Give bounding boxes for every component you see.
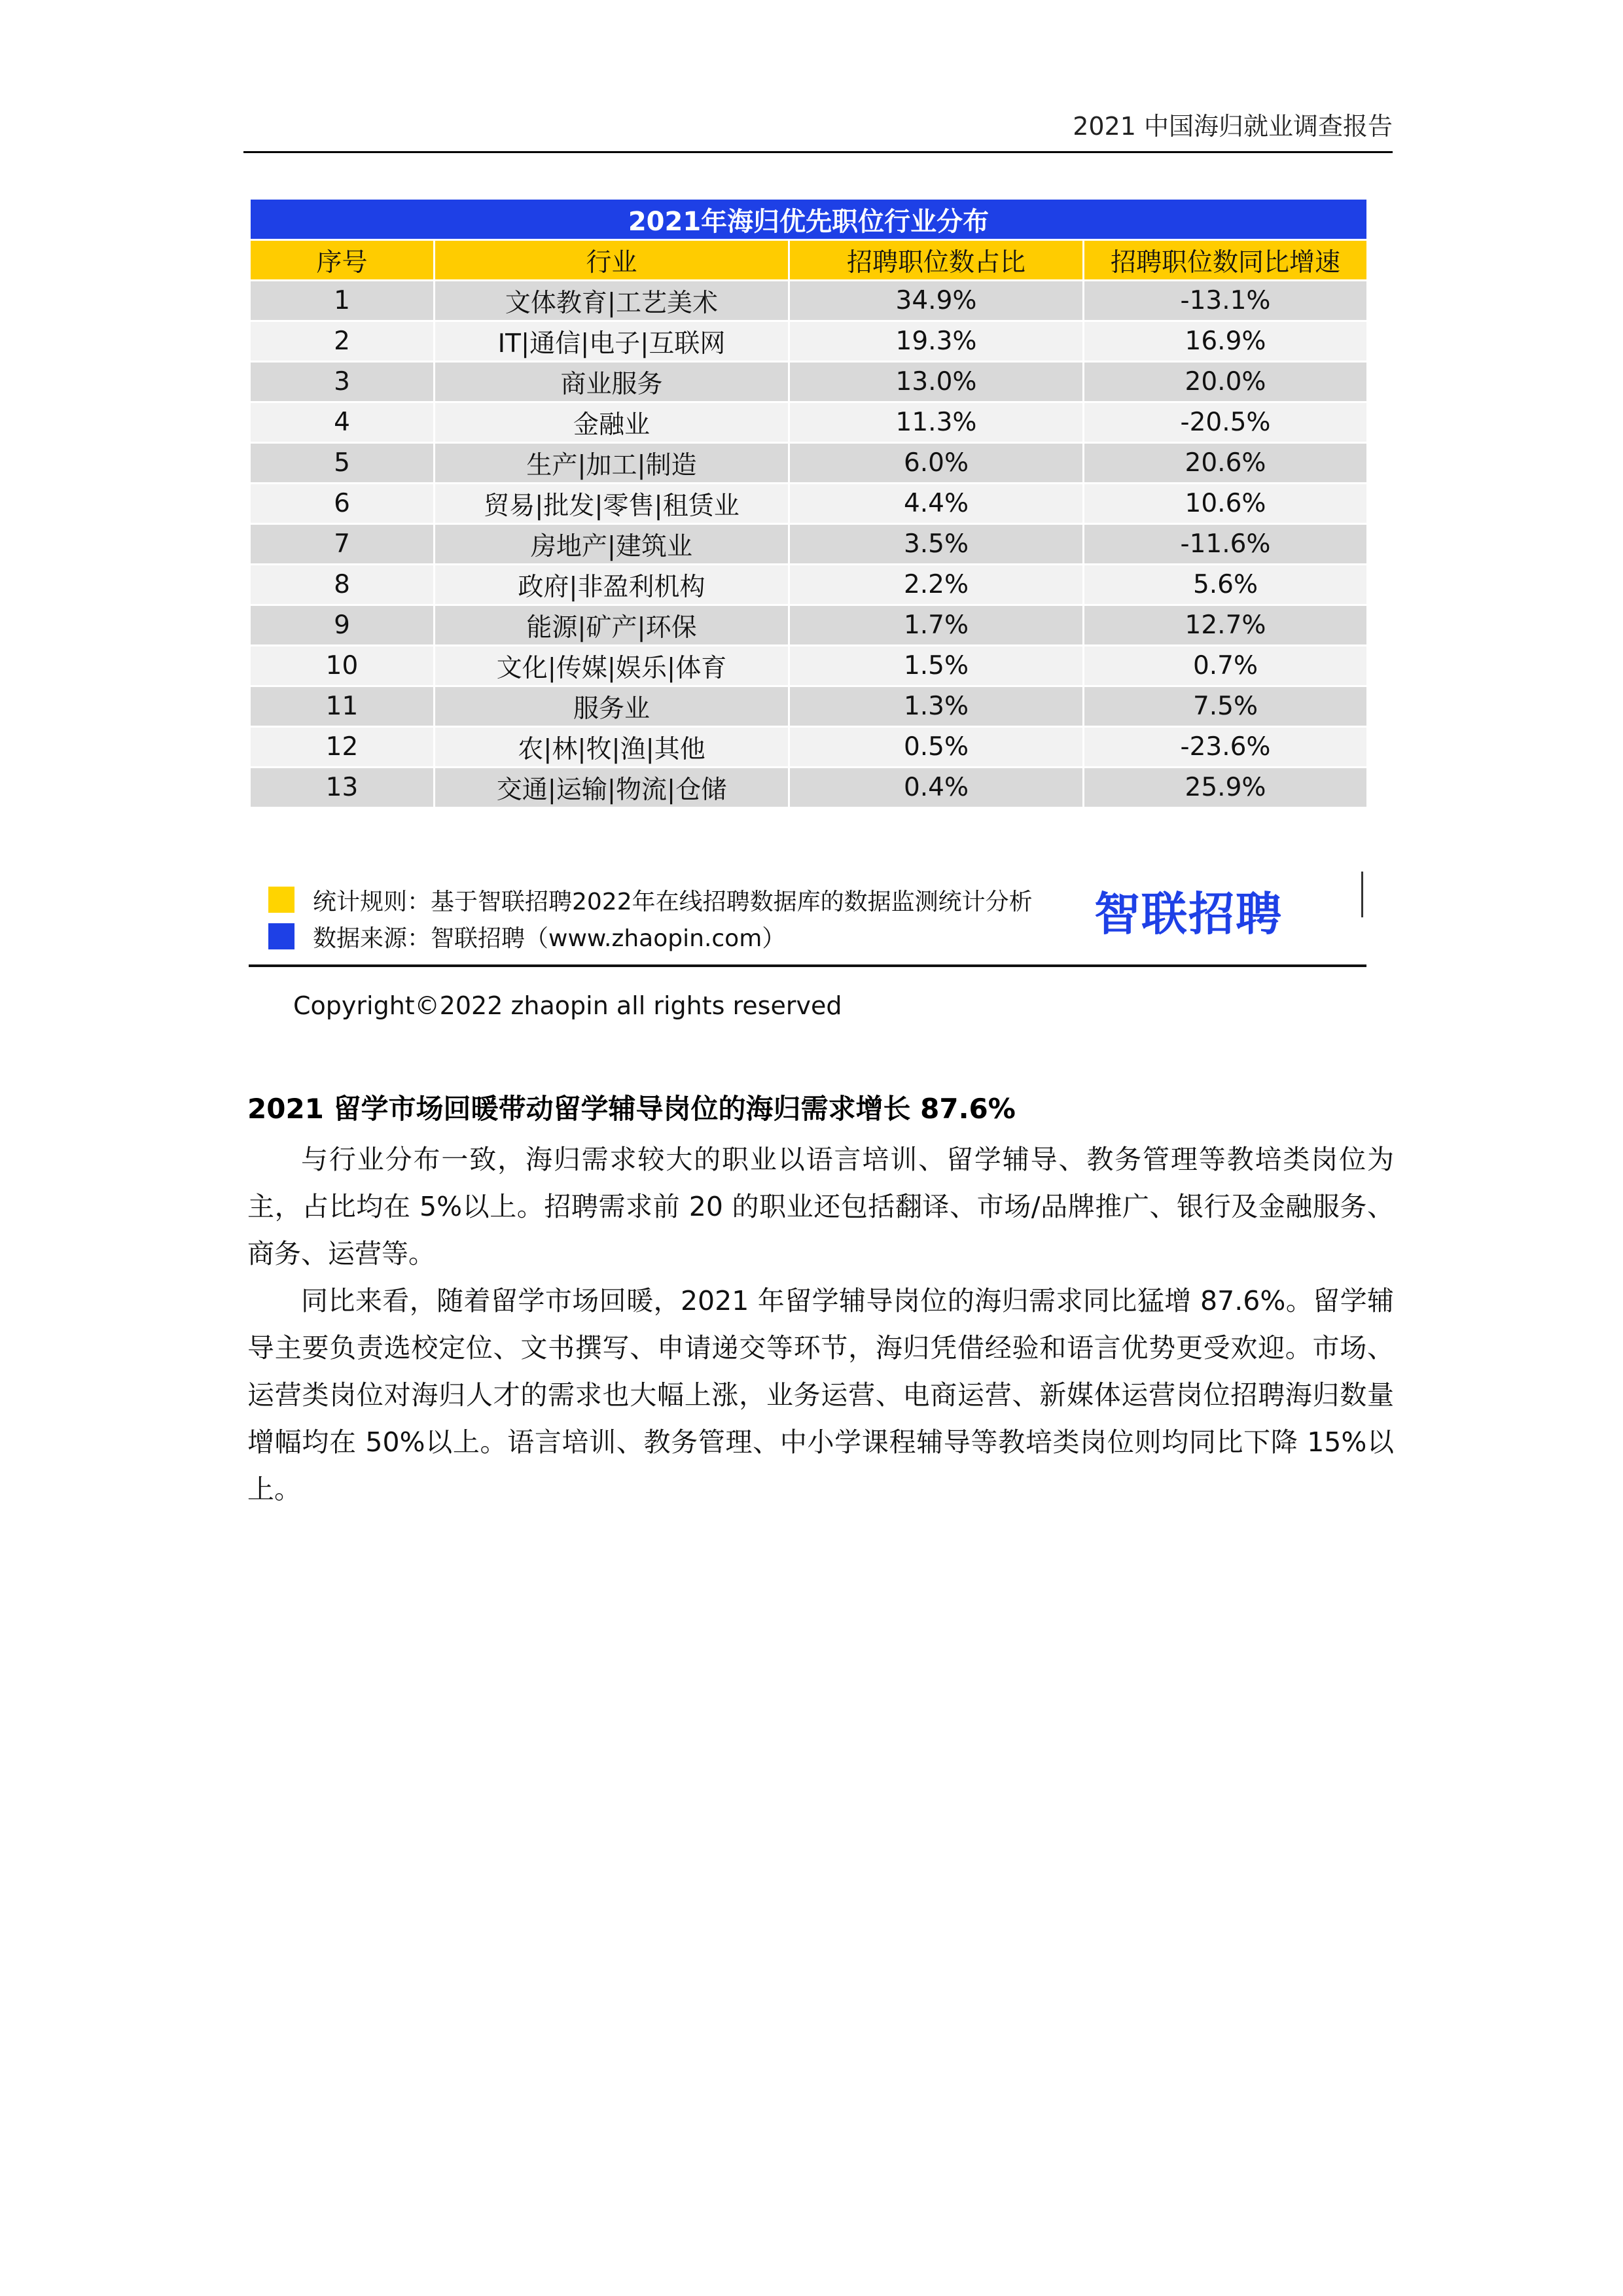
column-header-growth: 招聘职位数同比增速 xyxy=(1084,240,1368,281)
cell-industry: 商业服务 xyxy=(435,362,789,402)
footnote-source: 数据来源：智联招聘（www.zhaopin.com） xyxy=(313,925,786,952)
cell-share: 19.3% xyxy=(789,321,1084,362)
table-row xyxy=(250,281,1368,321)
cell-industry: 交通|运输|物流|仓储 xyxy=(435,768,789,808)
cell-share: 6.0% xyxy=(789,443,1084,484)
cell-no: 10 xyxy=(250,646,435,686)
column-header-industry: 行业 xyxy=(435,240,789,281)
column-header-share: 招聘职位数占比 xyxy=(789,240,1084,281)
table-row xyxy=(250,565,1368,605)
cell-no: 4 xyxy=(250,402,435,443)
cell-no: 6 xyxy=(250,484,435,524)
footnote-rule: 统计规则：基于智联招聘2022年在线招聘数据库的数据监测统计分析 xyxy=(313,888,1033,915)
cell-no: 2 xyxy=(250,321,435,362)
table-row xyxy=(250,727,1368,768)
cell-industry: 房地产|建筑业 xyxy=(435,524,789,565)
cell-share: 1.7% xyxy=(789,605,1084,646)
cell-growth: -23.6% xyxy=(1084,727,1368,768)
cell-industry: 金融业 xyxy=(435,402,789,443)
cell-share: 1.3% xyxy=(789,686,1084,727)
table-row xyxy=(250,484,1368,524)
cell-no: 13 xyxy=(250,768,435,808)
cell-industry: 生产|加工|制造 xyxy=(435,443,789,484)
table-row xyxy=(250,443,1368,484)
cell-industry: 政府|非盈利机构 xyxy=(435,565,789,605)
cell-industry: 能源|矿产|环保 xyxy=(435,605,789,646)
column-header-no: 序号 xyxy=(250,240,435,281)
cell-share: 13.0% xyxy=(789,362,1084,402)
cell-share: 2.2% xyxy=(789,565,1084,605)
cell-growth: -20.5% xyxy=(1084,402,1368,443)
blue-square-icon xyxy=(268,923,294,949)
cell-growth: 10.6% xyxy=(1084,484,1368,524)
cell-no: 5 xyxy=(250,443,435,484)
table-header-row xyxy=(250,240,1368,281)
cell-growth: 12.7% xyxy=(1084,605,1368,646)
table-row xyxy=(250,646,1368,686)
table-title: 2021年海归优先职位行业分布 xyxy=(250,199,1368,240)
copyright-text: Copyright©2022 zhaopin all rights reserved xyxy=(293,991,842,1020)
section-heading: 2021 留学市场回暖带动留学辅导岗位的海归需求增长 87.6% xyxy=(247,1093,1016,1125)
paragraph: 同比来看，随着留学市场回暖，2021 年留学辅导岗位的海归需求同比猛增 87.6%。留学辅导主要负责选校定位、文书撰写、申请递交等环节，海归凭借经验和语言优势更受欢迎。市场、运营类岗位对海归人才的需求也大幅上涨，业务运营、电商运营、新媒体运营岗位招聘海归数量增幅均在 50%以上。语言培训、教务管理、中小学课程辅导等教培类岗位则均同比下降 15%以上。 xyxy=(247,1285,1394,1505)
cell-no: 12 xyxy=(250,727,435,768)
report-title: 2021 中国海归就业调查报告 xyxy=(1073,112,1393,141)
page-header xyxy=(243,110,1393,153)
footnote-source-line xyxy=(268,920,785,953)
cell-share: 3.5% xyxy=(789,524,1084,565)
cell-share: 1.5% xyxy=(789,646,1084,686)
cell-no: 7 xyxy=(250,524,435,565)
cell-growth: 7.5% xyxy=(1084,686,1368,727)
table-row xyxy=(250,605,1368,646)
cell-industry: 服务业 xyxy=(435,686,789,727)
cell-industry: 贸易|批发|零售|租赁业 xyxy=(435,484,789,524)
footnote-box xyxy=(249,869,1366,967)
cell-growth: 25.9% xyxy=(1084,768,1368,808)
table-row xyxy=(250,362,1368,402)
cell-growth: -11.6% xyxy=(1084,524,1368,565)
cell-growth: 16.9% xyxy=(1084,321,1368,362)
cell-growth: 0.7% xyxy=(1084,646,1368,686)
cell-share: 4.4% xyxy=(789,484,1084,524)
table-row xyxy=(250,686,1368,727)
footnote-rule-line xyxy=(268,883,1033,916)
zhaopin-logo: 智联招聘 xyxy=(1094,887,1283,941)
industry-table-container xyxy=(249,198,1366,809)
cell-growth: 20.6% xyxy=(1084,443,1368,484)
cell-share: 0.4% xyxy=(789,768,1084,808)
table-title-row xyxy=(250,199,1368,240)
table-body xyxy=(250,281,1368,808)
cell-growth: 5.6% xyxy=(1084,565,1368,605)
cell-industry: 农|林|牧|渔|其他 xyxy=(435,727,789,768)
cell-share: 11.3% xyxy=(789,402,1084,443)
paragraph: 与行业分布一致，海归需求较大的职业以语言培训、留学辅导、教务管理等教培类岗位为主，占比均在 5%以上。招聘需求前 20 的职业还包括翻译、市场/品牌推广、银行及金融服务、商务、运营等。 xyxy=(247,1144,1394,1269)
cell-share: 34.9% xyxy=(789,281,1084,321)
yellow-square-icon xyxy=(268,887,294,913)
cell-no: 8 xyxy=(250,565,435,605)
table-row xyxy=(250,321,1368,362)
cell-industry: IT|通信|电子|互联网 xyxy=(435,321,789,362)
cell-growth: 20.0% xyxy=(1084,362,1368,402)
cell-no: 3 xyxy=(250,362,435,402)
logo-divider xyxy=(1361,872,1363,917)
cell-industry: 文体教育|工艺美术 xyxy=(435,281,789,321)
table-row xyxy=(250,524,1368,565)
body-text xyxy=(247,1136,1394,1513)
table-row xyxy=(250,402,1368,443)
cell-no: 1 xyxy=(250,281,435,321)
cell-no: 9 xyxy=(250,605,435,646)
cell-growth: -13.1% xyxy=(1084,281,1368,321)
cell-no: 11 xyxy=(250,686,435,727)
cell-share: 0.5% xyxy=(789,727,1084,768)
industry-table xyxy=(249,198,1368,809)
table-row xyxy=(250,768,1368,808)
cell-industry: 文化|传媒|娱乐|体育 xyxy=(435,646,789,686)
